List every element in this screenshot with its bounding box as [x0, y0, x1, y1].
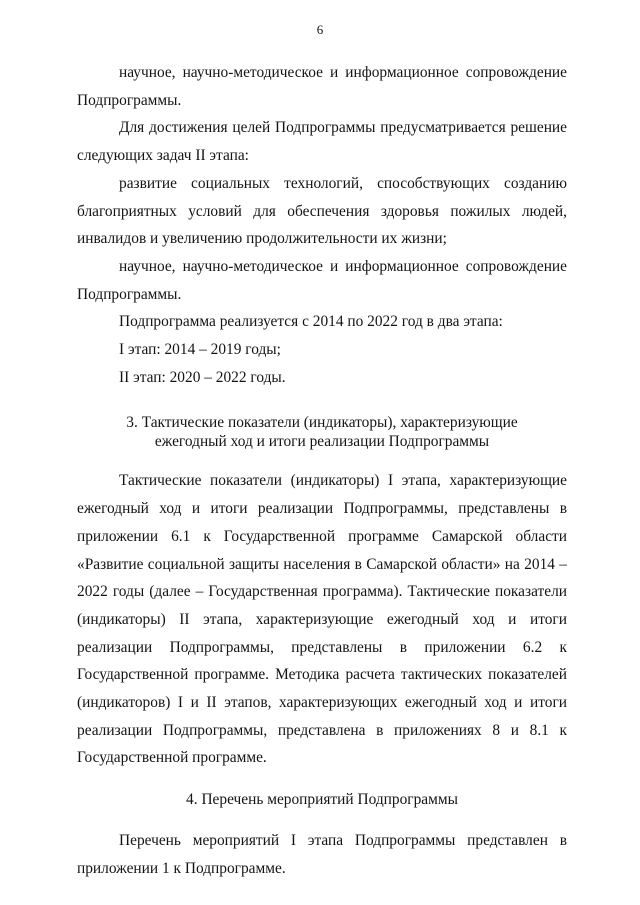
section-3-heading-line-1: 3. Тактические показатели (индикаторы), характеризующие	[126, 414, 518, 432]
paragraph-stage-1: I этап: 2014 – 2019 годы;	[119, 341, 281, 359]
paragraph-support-1: научное, научно-методическое и информационное сопровождение Подпрограммы.	[77, 64, 567, 109]
page-number: 6	[316, 22, 324, 37]
paragraph-task-social-tech: развитие социальных технологий, способствующих созданию благоприятных условий для обеспечения здоровья пожилых людей, инвалидов и увеличению продолжительности их жизни;	[77, 174, 567, 248]
section-3-paragraph: Тактические показатели (индикаторы) I этапа, характеризующие ежегодный ход и итоги реализации Подпрограммы, представлены в приложении 6.1 к Государственной программе Самарской области «Развитие социальной защиты населения в Самарской области» на 2014 – 2022 годы (далее – Государственная программа). Тактические показатели (индикаторы) II этапа, характеризующие ежегодный ход и итоги реализации Подпрограммы, представлены в приложении 6.2 к Государственной программе. Методика расчета тактических показателей (индикаторов) I и II этапов, характеризующих ежегодный ход и итоги реализации Подпрограммы, представлена в приложениях 8 и 8.1 к Государственной программе.	[77, 472, 567, 767]
section-3-heading	[77, 413, 567, 451]
document-body	[77, 59, 567, 883]
paragraph-support-2: научное, научно-методическое и информационное сопровождение Подпрограммы.	[77, 257, 567, 303]
section-4-heading: 4. Перечень мероприятий Подпрограммы	[186, 791, 458, 809]
paragraph-stage-2: II этап: 2020 – 2022 годы.	[119, 368, 286, 386]
section-4-paragraph: Перечень мероприятий I этапа Подпрограммы представлен в приложении 1 к Подпрограмме.	[77, 832, 567, 877]
paragraph-tasks-intro: Для достижения целей Подпрограммы предусматривается решение следующих задач II этапа:	[77, 119, 567, 165]
section-3-heading-line-2: ежегодный ход и итоги реализации Подпрограммы	[154, 433, 490, 451]
paragraph-implementation-period: Подпрограмма реализуется с 2014 по 2022 год в два этапа:	[119, 313, 503, 331]
